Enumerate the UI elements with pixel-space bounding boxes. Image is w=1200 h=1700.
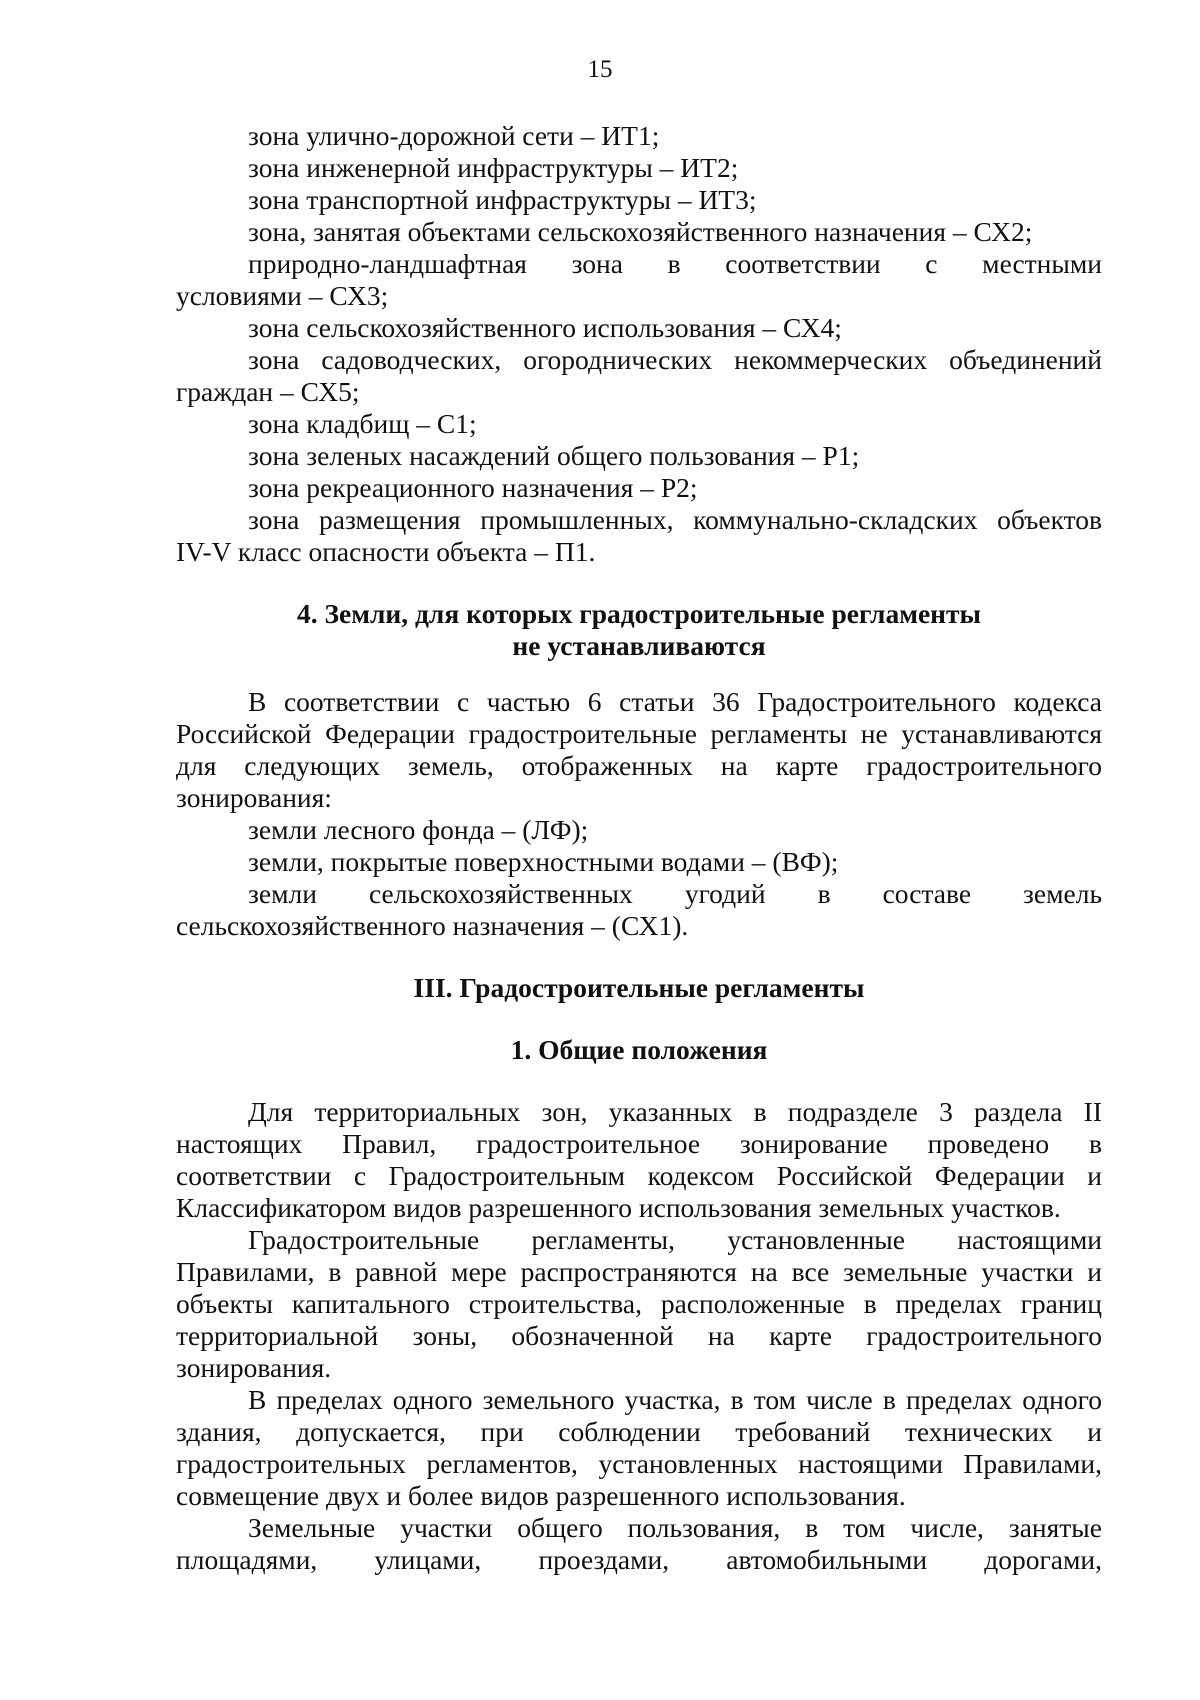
list-item-line: зона размещения промышленных, коммунально-складских объектов bbox=[248, 504, 1102, 535]
list-item: земли, покрытые поверхностными водами – (ВФ); bbox=[248, 846, 839, 877]
paragraph-line: здания, допускается, при соблюдении требований технических и bbox=[176, 1416, 1102, 1447]
paragraph-line: совмещение двух и более видов разрешенного использования. bbox=[176, 1480, 906, 1511]
list-item: зона рекреационного назначения – Р2; bbox=[248, 472, 698, 503]
list-item: зона транспортной инфраструктуры – ИТ3; bbox=[248, 184, 757, 215]
list-item: земли лесного фонда – (ЛФ); bbox=[248, 814, 589, 845]
paragraph-line: зонирования. bbox=[176, 1352, 332, 1383]
section-heading-line: 4. Земли, для которых градостроительные регламенты bbox=[297, 598, 981, 629]
spacer bbox=[176, 662, 1102, 686]
list-item-line: сельскохозяйственного назначения – (СХ1). bbox=[176, 910, 689, 941]
page-number: 15 bbox=[587, 56, 613, 83]
list-item: зона инженерной инфраструктуры – ИТ2; bbox=[248, 152, 739, 183]
list-item-line: природно-ландшафтная зона в соответствии с местными bbox=[248, 248, 1102, 279]
paragraph-line: Российской Федерации градостроительные регламенты не устанавливаются bbox=[176, 718, 1102, 749]
list-item: зона зеленых насаждений общего пользования – Р1; bbox=[248, 440, 860, 471]
spacer bbox=[176, 942, 1102, 972]
paragraph-line: Для территориальных зон, указанных в подразделе 3 раздела II bbox=[248, 1096, 1102, 1127]
spacer bbox=[176, 568, 1102, 598]
list-item: зона улично-дорожной сети – ИТ1; bbox=[248, 120, 660, 151]
paragraph-line: В пределах одного земельного участка, в том числе в пределах одного bbox=[248, 1384, 1102, 1415]
paragraph-line: градостроительных регламентов, установленных настоящими Правилами, bbox=[176, 1448, 1102, 1479]
paragraph-line: Правилами, в равной мере распространяются на все земельные участки и bbox=[176, 1256, 1102, 1287]
paragraph-line: объекты капитального строительства, расположенные в пределах границ bbox=[176, 1288, 1102, 1319]
paragraph-line: зонирования: bbox=[176, 782, 332, 813]
paragraph-line: для следующих земель, отображенных на карте градостроительного bbox=[176, 750, 1102, 781]
paragraph-line: Земельные участки общего пользования, в том числе, занятые bbox=[248, 1512, 1102, 1543]
list-item: зона, занятая объектами сельскохозяйственного назначения – СХ2; bbox=[248, 216, 1033, 247]
list-item-line: условиями – СХ3; bbox=[176, 280, 389, 311]
paragraph-line: территориальной зоны, обозначенной на карте градостроительного bbox=[176, 1320, 1102, 1351]
paragraph-line: Классификатором видов разрешенного использования земельных участков. bbox=[176, 1192, 1061, 1223]
subsection-heading: 1. Общие положения bbox=[510, 1034, 768, 1065]
paragraph-line: площадями, улицами, проездами, автомобильными дорогами, bbox=[176, 1544, 1102, 1575]
section-heading-line: не устанавливаются bbox=[512, 630, 766, 661]
list-item-line: граждан – СХ5; bbox=[176, 376, 360, 407]
paragraph-line: Градостроительные регламенты, установленные настоящими bbox=[248, 1224, 1102, 1255]
list-item-line: зона садоводческих, огороднических некоммерческих объединений bbox=[248, 344, 1102, 375]
paragraph-line: настоящих Правил, градостроительное зонирование проведено в bbox=[176, 1128, 1102, 1159]
section-heading: III. Градостроительные регламенты bbox=[413, 972, 865, 1003]
paragraph-line: соответствии с Градостроительным кодексом Российской Федерации и bbox=[176, 1160, 1102, 1191]
spacer bbox=[176, 1004, 1102, 1034]
list-item: зона кладбищ – С1; bbox=[248, 408, 477, 439]
page-body bbox=[176, 120, 1102, 1576]
paragraph-line: В соответствии с частью 6 статьи 36 Градостроительного кодекса bbox=[248, 686, 1102, 717]
spacer bbox=[176, 1066, 1102, 1096]
list-item-line: земли сельскохозяйственных угодий в составе земель bbox=[248, 878, 1102, 909]
list-item-line: IV-V класс опасности объекта – П1. bbox=[176, 536, 596, 567]
list-item: зона сельскохозяйственного использования – СХ4; bbox=[248, 312, 842, 343]
